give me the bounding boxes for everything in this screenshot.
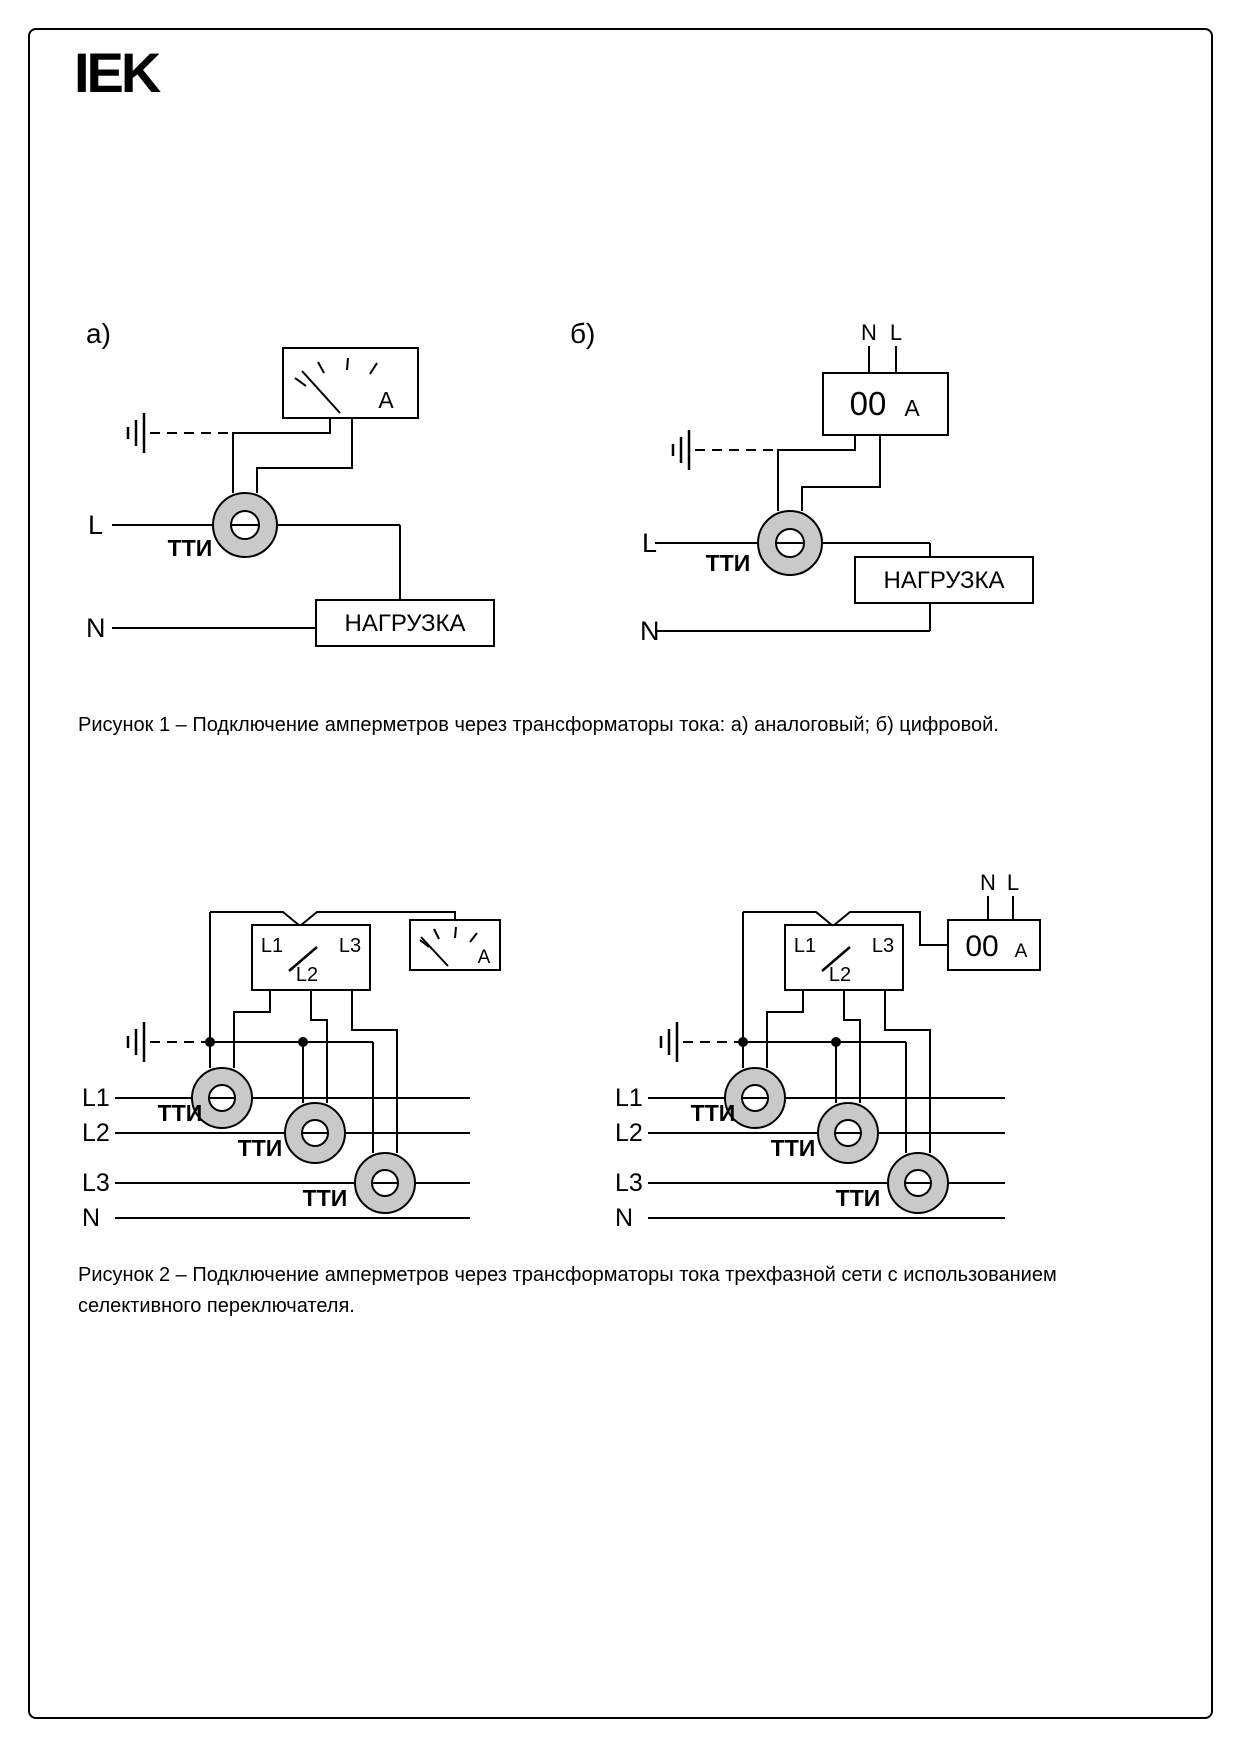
selector-label-l2: L2 (828, 964, 852, 986)
phase-label-l: L (642, 528, 658, 558)
phase-label-l1: L1 (615, 1084, 643, 1112)
figure1-caption (78, 710, 1168, 741)
ground-icon (128, 1022, 210, 1062)
digital-ammeter-icon (823, 320, 948, 435)
figure1-diagram-a (86, 318, 494, 646)
terminal-label-n: N (861, 320, 877, 345)
phase-label-n: N (615, 1204, 634, 1232)
ammeter-letter: А (904, 395, 920, 421)
ct-label: ТТИ (835, 1185, 881, 1211)
terminal-label-l: L (1006, 870, 1020, 895)
figure1-label-b: б) (570, 318, 596, 349)
phase-label-n: N (82, 1204, 101, 1232)
figure2-caption (78, 1260, 1098, 1322)
iek-logo: IEK (74, 41, 159, 104)
phase-label-l1: L1 (82, 1084, 110, 1112)
ground-icon (661, 1022, 743, 1062)
phase-label-l3: L3 (615, 1169, 643, 1197)
selector-switch (252, 925, 370, 990)
ground-icon (673, 430, 778, 470)
digital-ammeter-icon (948, 870, 1040, 970)
selector-label-l2: L2 (295, 964, 319, 986)
ct-label: ТТИ (705, 550, 751, 576)
phase-label-l3: L3 (82, 1169, 110, 1197)
meter-display: 00 (965, 930, 999, 963)
figure2-diagram-b (615, 870, 1040, 1232)
selector-label-l3: L3 (871, 935, 895, 957)
ct-label: ТТИ (770, 1135, 816, 1161)
ammeter-letter: А (477, 947, 491, 968)
ground-icon (128, 413, 233, 453)
ct-label: ТТИ (690, 1100, 736, 1126)
selector-label-l3: L3 (338, 935, 362, 957)
load-label: НАГРУЗКА (883, 567, 1005, 594)
phase-label-l2: L2 (615, 1119, 643, 1147)
selector-switch (785, 925, 903, 990)
selector-label-l1: L1 (793, 935, 817, 957)
analog-ammeter-icon (283, 348, 418, 418)
selector-label-l1: L1 (260, 935, 284, 957)
ct-label: ТТИ (167, 535, 213, 561)
junction-dot (831, 1037, 841, 1047)
load-box (316, 600, 494, 646)
figure1-label-a: а) (86, 318, 111, 349)
figure1-diagram-b (570, 318, 1033, 646)
meter-display: 00 (849, 385, 887, 422)
ammeter-letter: А (1014, 941, 1028, 962)
phase-label-l: L (88, 510, 104, 540)
ct-label: ТТИ (237, 1135, 283, 1161)
phase-label-n: N (640, 616, 660, 646)
figure2-caption-line2: селективного переключателя. (78, 1295, 355, 1317)
junction-dot (298, 1037, 308, 1047)
terminal-label-n: N (980, 870, 996, 895)
figure2-caption-line1: Рисунок 2 – Подключение амперметров через трансформаторы тока трехфазной сети с использованием (78, 1264, 1057, 1286)
terminal-label-l: L (889, 320, 903, 345)
ct-label: ТТИ (302, 1185, 348, 1211)
figure1-caption-text: Рисунок 1 – Подключение амперметров через трансформаторы тока: а) аналоговый; б) цифровой. (78, 714, 999, 736)
ct-label: ТТИ (157, 1100, 203, 1126)
figure2-diagram-a (82, 912, 500, 1232)
load-box (855, 557, 1033, 603)
analog-ammeter-icon (410, 920, 500, 970)
ammeter-letter: А (378, 387, 394, 413)
phase-label-l2: L2 (82, 1119, 110, 1147)
load-label: НАГРУЗКА (344, 610, 466, 637)
phase-label-n: N (86, 613, 106, 643)
